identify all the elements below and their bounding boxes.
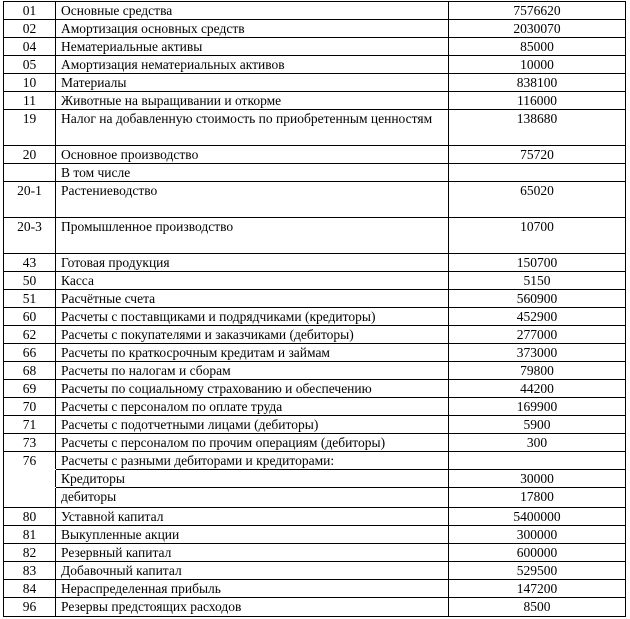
account-code: 62 xyxy=(3,326,56,344)
account-name: Резервы предстоящих расходов xyxy=(56,598,449,616)
account-code: 05 xyxy=(3,56,56,74)
table-row xyxy=(3,109,626,146)
account-balance: 116000 xyxy=(449,92,626,110)
account-name: дебиторы xyxy=(56,488,449,508)
table-row xyxy=(3,507,626,526)
table-row xyxy=(3,91,626,110)
table-row xyxy=(3,433,626,452)
account-name: Промышленное производство xyxy=(56,218,449,254)
account-balance: 138680 xyxy=(449,110,626,146)
account-balance: 5900 xyxy=(449,416,626,434)
table-row xyxy=(3,55,626,74)
account-code: 66 xyxy=(3,344,56,362)
account-code xyxy=(3,488,56,508)
account-balance: 85000 xyxy=(449,38,626,56)
table-row xyxy=(3,19,626,38)
account-name: В том числе xyxy=(56,164,449,182)
account-name: Расчеты по социальному страхованию и обеспечению xyxy=(56,380,449,398)
table-row xyxy=(3,217,626,254)
account-balance: 79800 xyxy=(449,362,626,380)
account-code: 20-1 xyxy=(3,182,56,218)
merged-cell-joint xyxy=(4,487,56,488)
table-row xyxy=(3,271,626,290)
table-row xyxy=(3,561,626,580)
account-name: Расчеты с поставщиками и подрядчиками (кредиторы) xyxy=(56,308,449,326)
account-code: 02 xyxy=(3,20,56,38)
account-code: 01 xyxy=(3,2,56,20)
table-row xyxy=(3,379,626,398)
account-code: 20-3 xyxy=(3,218,56,254)
account-balance: 373000 xyxy=(449,344,626,362)
account-balance: 300000 xyxy=(449,526,626,544)
table-row xyxy=(3,543,626,562)
account-name: Кредиторы xyxy=(56,470,449,488)
table-row xyxy=(3,253,626,272)
account-balance: 600000 xyxy=(449,544,626,562)
table-row xyxy=(3,469,626,488)
account-code: 80 xyxy=(3,508,56,526)
account-code xyxy=(3,470,56,488)
account-code: 51 xyxy=(3,290,56,308)
account-code: 50 xyxy=(3,272,56,290)
account-balance: 10700 xyxy=(449,218,626,254)
account-name: Расчеты с разными дебиторами и кредиторами: xyxy=(56,452,449,470)
table-row xyxy=(3,597,626,617)
account-name: Материалы xyxy=(56,74,449,92)
table-row xyxy=(3,579,626,598)
account-balance: 169900 xyxy=(449,398,626,416)
account-balance: 75720 xyxy=(449,146,626,164)
account-code: 19 xyxy=(3,110,56,146)
account-name: Основное производство xyxy=(56,146,449,164)
account-balance: 65020 xyxy=(449,182,626,218)
account-code: 69 xyxy=(3,380,56,398)
account-code xyxy=(3,164,56,182)
table-row xyxy=(3,361,626,380)
account-code: 20 xyxy=(3,146,56,164)
table-row xyxy=(3,525,626,544)
account-name: Выкупленные акции xyxy=(56,526,449,544)
account-balance: 277000 xyxy=(449,326,626,344)
account-balance: 44200 xyxy=(449,380,626,398)
account-code: 81 xyxy=(3,526,56,544)
merged-cell-joint xyxy=(4,469,56,470)
account-code: 60 xyxy=(3,308,56,326)
account-balance: 300 xyxy=(449,434,626,452)
account-name: Готовая продукция xyxy=(56,254,449,272)
table-row xyxy=(3,487,626,508)
account-name: Резервный капитал xyxy=(56,544,449,562)
account-balance: 5150 xyxy=(449,272,626,290)
account-name: Нематериальные активы xyxy=(56,38,449,56)
account-code: 70 xyxy=(3,398,56,416)
account-balance: 529500 xyxy=(449,562,626,580)
account-code: 96 xyxy=(3,598,56,616)
table-row xyxy=(3,163,626,182)
table-row xyxy=(3,325,626,344)
table-row xyxy=(3,181,626,218)
account-name: Расчеты с покупателями и заказчиками (дебиторы) xyxy=(56,326,449,344)
table-row xyxy=(3,1,626,20)
account-code: 04 xyxy=(3,38,56,56)
table-row xyxy=(3,37,626,56)
table-row xyxy=(3,289,626,308)
account-name: Расчеты с персоналом по прочим операциям (дебиторы) xyxy=(56,434,449,452)
table-row xyxy=(3,415,626,434)
account-code: 84 xyxy=(3,580,56,598)
account-name: Амортизация основных средств xyxy=(56,20,449,38)
account-balance: 17800 xyxy=(449,488,626,508)
account-code: 71 xyxy=(3,416,56,434)
account-balance: 30000 xyxy=(449,470,626,488)
account-balance: 452900 xyxy=(449,308,626,326)
account-code: 10 xyxy=(3,74,56,92)
account-balance: 560900 xyxy=(449,290,626,308)
account-name: Нераспределенная прибыль xyxy=(56,580,449,598)
account-name: Основные средства xyxy=(56,2,449,20)
account-balance: 7576620 xyxy=(449,2,626,20)
account-name: Расчеты по налогам и сборам xyxy=(56,362,449,380)
account-balance: 8500 xyxy=(449,598,626,616)
account-balance xyxy=(449,452,626,470)
account-code: 76 xyxy=(3,452,56,470)
table-row xyxy=(3,397,626,416)
account-code: 82 xyxy=(3,544,56,562)
account-name: Расчеты по краткосрочным кредитам и займам xyxy=(56,344,449,362)
account-name: Налог на добавленную стоимость по приобретенным ценностям xyxy=(56,110,449,146)
account-name: Амортизация нематериальных активов xyxy=(56,56,449,74)
account-balance: 5400000 xyxy=(449,508,626,526)
account-name: Расчеты с подотчетными лицами (дебиторы) xyxy=(56,416,449,434)
account-balance: 147200 xyxy=(449,580,626,598)
account-balance: 10000 xyxy=(449,56,626,74)
table-row xyxy=(3,145,626,164)
account-balance: 2030070 xyxy=(449,20,626,38)
account-name: Растениеводство xyxy=(56,182,449,218)
account-code: 73 xyxy=(3,434,56,452)
table-row xyxy=(3,343,626,362)
account-code: 68 xyxy=(3,362,56,380)
account-name: Расчётные счета xyxy=(56,290,449,308)
account-name: Животные на выращивании и откорме xyxy=(56,92,449,110)
table-row xyxy=(3,451,626,470)
table-row xyxy=(3,307,626,326)
account-name: Уставной капитал xyxy=(56,508,449,526)
account-name: Касса xyxy=(56,272,449,290)
account-balance: 150700 xyxy=(449,254,626,272)
account-code: 83 xyxy=(3,562,56,580)
account-balance: 838100 xyxy=(449,74,626,92)
account-code: 11 xyxy=(3,92,56,110)
table-row xyxy=(3,73,626,92)
account-balance xyxy=(449,164,626,182)
account-name: Добавочный капитал xyxy=(56,562,449,580)
account-code: 43 xyxy=(3,254,56,272)
account-name: Расчеты с персоналом по оплате труда xyxy=(56,398,449,416)
